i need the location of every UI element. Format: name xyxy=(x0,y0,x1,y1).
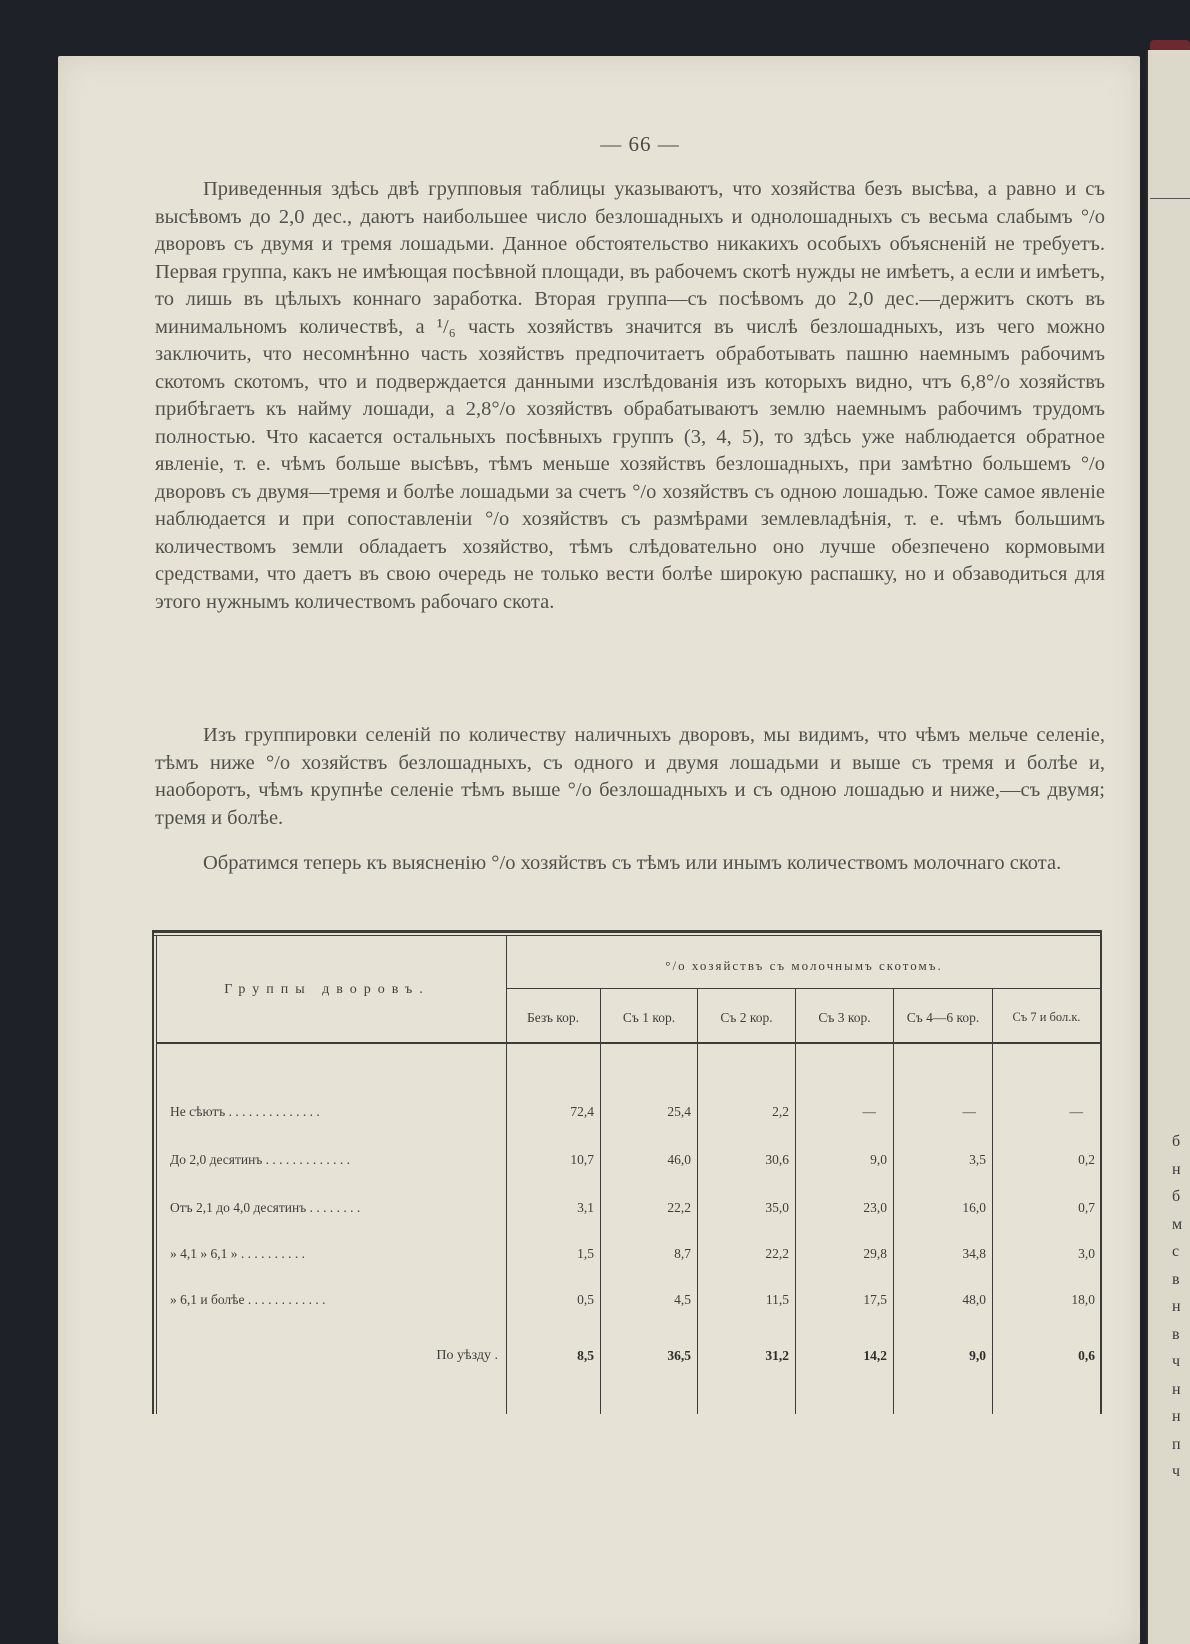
cell-value: 17,5 xyxy=(863,1292,887,1307)
edge-letter: в xyxy=(1172,1270,1180,1288)
edge-letter: с xyxy=(1172,1243,1180,1260)
cell-value: — xyxy=(1069,1104,1083,1119)
column-header: Съ 1 кор. xyxy=(622,1010,676,1025)
cell-value: 0,5 xyxy=(577,1292,594,1307)
edge-letter: н xyxy=(1172,1380,1181,1398)
cell-value: 25,4 xyxy=(667,1104,691,1119)
group-header: Группы дворовъ. xyxy=(224,982,430,997)
paragraph: Приведенныя здѣсь двѣ групповыя таблицы указываютъ, что хозяйства безъ высѣва, а равно и съ высѣвомъ до 2,0 дес., даютъ наибольшее число безлошадныхъ и однолошадныхъ съ весьма слабымъ °/о дворовъ съ двумя и тремя лошадьми. Данное обстоятельство никакихъ особыхъ объясненій не требуетъ. Первая группа, какъ не имѣющая посѣвной площади, въ рабочемъ скотѣ нужды не имѣетъ, а если и имѣетъ, то лишь въ цѣлыхъ коннаго заработка. Вторая группа—съ посѣвомъ до 2,0 дес.—держитъ скотъ въ минимальномъ количествѣ, а ¹/₆ часть хозяйствъ значится въ числѣ безлошадныхъ, изъ чего можно заключить, что несомнѣнно часть хозяйствъ предпочитаетъ обработывать пашню наемнымъ рабочимъ скотомъ скотомъ, что и подверждается данными изслѣдованія изъ которыхъ видно, чтъ 6,8°/о хозяйствъ прибѣгаетъ къ найму лошади, а 2,8°/о хозяйствъ обрабатываютъ землю наемнымъ рабочимъ трудомъ полностью. Что касается остальныхъ посѣвныхъ группъ (3, 4, 5), то здѣсь уже наблюдается обратное явленіе, т. е. чѣмъ больше высѣвъ, тѣмъ меньше хозяйствъ безлошадныхъ, при замѣтно большемъ °/о дворовъ съ двумя—тремя и болѣе лошадьми за счетъ °/о хозяйствъ съ одною лошадью. Тоже самое явленіе наблюдается и при сопоставленіи °/о хозяйствъ съ размѣрами землевладѣнія, т. е. чѣмъ большимъ количествомъ земли обладаетъ хозяйство, тѣмъ слѣдовательно оно лучше обезпечено кормовыми средствами, что даетъ въ свою очередь не только вести болѣе широкую распашку, но и обзаводиться для этого нужнымъ количествомъ рабочаго скота. xyxy=(155,178,1105,613)
column-header: Безъ кор. xyxy=(526,1010,580,1025)
cell-value: 10,7 xyxy=(570,1152,594,1167)
adjacent-page-edge xyxy=(1146,50,1190,1644)
edge-letter: ч xyxy=(1172,1463,1181,1480)
table-top-rule xyxy=(152,935,1102,936)
total-value: 8,5 xyxy=(577,1348,594,1363)
cell-value: 0,7 xyxy=(1078,1200,1095,1215)
header-bottom-rule xyxy=(156,1042,1100,1044)
cell-value: 18,0 xyxy=(1071,1292,1095,1307)
cell-value: 72,4 xyxy=(570,1104,594,1119)
cell-value: 35,0 xyxy=(765,1200,789,1215)
total-value: 14,2 xyxy=(863,1348,887,1363)
table-left-border xyxy=(156,936,157,1414)
cell-value: 22,2 xyxy=(765,1246,789,1261)
cell-value: 29,8 xyxy=(863,1246,887,1261)
edge-letter: м xyxy=(1172,1215,1183,1233)
row-label: Отъ 2,1 до 4,0 десятинъ . . . . . . . . xyxy=(170,1200,361,1215)
dairy-cattle-table xyxy=(152,930,1102,1414)
edge-letter: ч xyxy=(1172,1353,1181,1370)
column-header: Съ 7 и бол.к. xyxy=(1012,1010,1081,1024)
cell-value: 4,5 xyxy=(674,1292,691,1307)
edge-letter: в xyxy=(1172,1325,1180,1343)
table-left-border xyxy=(152,930,154,1414)
cell-value: 1,5 xyxy=(577,1246,594,1261)
cell-value: 48,0 xyxy=(962,1292,986,1307)
column-header: Съ 4—6 кор. xyxy=(906,1010,980,1025)
cell-value: — xyxy=(962,1104,976,1119)
page-number: — 66 — xyxy=(600,132,680,156)
edge-letter: б xyxy=(1172,1133,1181,1150)
adjacent-page-rule xyxy=(1150,198,1190,199)
cell-value: 8,7 xyxy=(674,1246,691,1261)
cell-value: 23,0 xyxy=(863,1200,887,1215)
total-value: 31,2 xyxy=(765,1348,789,1363)
cell-value: 3,0 xyxy=(1078,1246,1095,1261)
total-value: 9,0 xyxy=(969,1348,986,1363)
total-value: 36,5 xyxy=(667,1348,691,1363)
percent-header: °/о хозяйствъ съ молочнымъ скотомъ. xyxy=(665,958,943,973)
row-label: » 4,1 » 6,1 » . . . . . . . . . . xyxy=(170,1246,305,1261)
cell-value: 30,6 xyxy=(765,1152,789,1167)
edge-letter: н xyxy=(1172,1298,1181,1315)
column-header: Съ 2 кор. xyxy=(720,1010,773,1025)
row-label: До 2,0 десятинъ . . . . . . . . . . . . . xyxy=(170,1152,351,1167)
cell-value: 22,2 xyxy=(667,1200,691,1215)
adjacent-page-letters xyxy=(1172,1128,1190,1486)
cell-value: 2,2 xyxy=(772,1104,789,1119)
subheader-rule xyxy=(506,988,1100,989)
cell-value: 9,0 xyxy=(870,1152,887,1167)
table-top-rule xyxy=(152,930,1102,933)
row-label: » 6,1 и болѣе . . . . . . . . . . . . xyxy=(170,1292,326,1307)
column-header: Съ 3 кор. xyxy=(818,1010,871,1025)
group-column-divider xyxy=(506,936,507,1414)
total-value: 0,6 xyxy=(1078,1348,1095,1363)
table-right-border xyxy=(1100,930,1102,1414)
cell-value: — xyxy=(862,1104,876,1119)
row-label: Не сѣютъ . . . . . . . . . . . . . . xyxy=(170,1104,320,1119)
edge-letter: б xyxy=(1172,1188,1181,1205)
cell-value: 0,2 xyxy=(1078,1152,1095,1167)
cell-value: 3,5 xyxy=(969,1152,986,1167)
cell-value: 11,5 xyxy=(765,1292,789,1307)
edge-letter: п xyxy=(1172,1435,1181,1453)
paragraph: Изъ группировки селеній по количеству наличныхъ дворовъ, мы видимъ, что чѣмъ мельче селеніе, тѣмъ ниже °/о хозяйствъ безлошадныхъ, съ одного и двумя лошадьми и выше съ тремя и болѣе и, наоборотъ, чѣмъ крупнѣе селеніе тѣмъ выше °/о безлошадныхъ и съ одною лошадью и ниже,—съ двумя; тремя и болѣе. xyxy=(155,724,1105,829)
cell-value: 16,0 xyxy=(962,1200,986,1215)
edge-letter: н xyxy=(1172,1160,1181,1178)
cell-value: 3,1 xyxy=(577,1200,594,1215)
cell-value: 46,0 xyxy=(667,1152,691,1167)
total-row-label: По уѣзду . xyxy=(436,1348,498,1363)
edge-letter: н xyxy=(1172,1408,1181,1425)
paragraph: Обратимся теперь къ выясненію °/о хозяйствъ съ тѣмъ или инымъ количествомъ молочнаго скота. xyxy=(203,852,1062,874)
cell-value: 34,8 xyxy=(962,1246,986,1261)
